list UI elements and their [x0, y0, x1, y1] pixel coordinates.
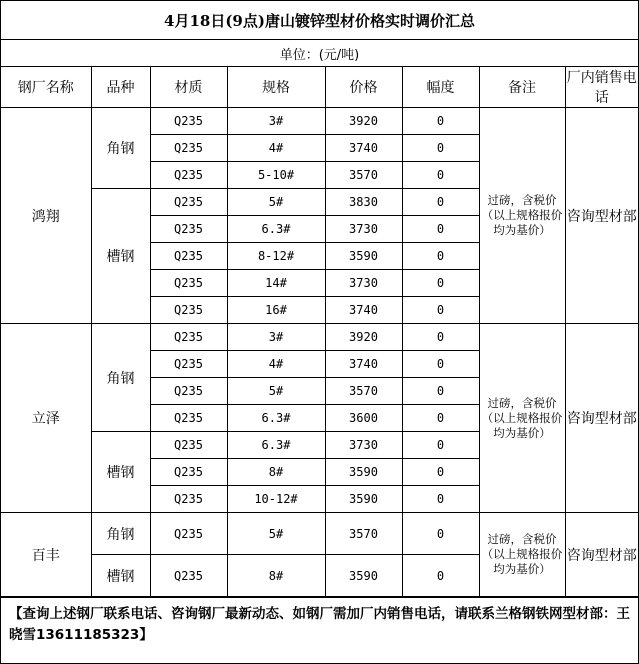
header-contact: 厂内销售电话 — [565, 67, 638, 108]
price-cell: 3730 — [325, 432, 402, 459]
price-cell: 3590 — [325, 459, 402, 486]
price-cell: 3590 — [325, 486, 402, 513]
material-cell: Q235 — [150, 135, 227, 162]
spec-cell: 16# — [227, 297, 325, 324]
price-table — [1, 67, 638, 597]
header-change: 幅度 — [402, 67, 479, 108]
spec-cell: 4# — [227, 351, 325, 378]
change-cell: 0 — [402, 324, 479, 351]
material-cell: Q235 — [150, 297, 227, 324]
table-row — [1, 324, 638, 351]
price-cell: 3570 — [325, 162, 402, 189]
price-cell: 3730 — [325, 216, 402, 243]
change-cell: 0 — [402, 555, 479, 597]
unit-label: 单位：(元/吨) — [1, 40, 638, 67]
variety-name: 槽钢 — [91, 555, 150, 597]
material-cell: Q235 — [150, 270, 227, 297]
spec-cell: 5# — [227, 513, 325, 555]
header-vendor: 钢厂名称 — [1, 67, 91, 108]
header-spec: 规格 — [227, 67, 325, 108]
change-cell: 0 — [402, 135, 479, 162]
spec-cell: 6.3# — [227, 216, 325, 243]
change-cell: 0 — [402, 459, 479, 486]
table-row — [1, 108, 638, 135]
material-cell: Q235 — [150, 351, 227, 378]
vendor-name: 立泽 — [1, 324, 91, 513]
change-cell: 0 — [402, 162, 479, 189]
spec-cell: 3# — [227, 108, 325, 135]
header-price: 价格 — [325, 67, 402, 108]
table-row — [1, 513, 638, 555]
price-cell: 3600 — [325, 405, 402, 432]
spec-cell: 5# — [227, 189, 325, 216]
price-cell: 3830 — [325, 189, 402, 216]
material-cell: Q235 — [150, 432, 227, 459]
note-cell: 过磅，含税价（以上规格报价均为基价） — [479, 513, 565, 597]
note-cell: 过磅，含税价（以上规格报价均为基价） — [479, 324, 565, 513]
change-cell: 0 — [402, 432, 479, 459]
change-cell: 0 — [402, 189, 479, 216]
header-material: 材质 — [150, 67, 227, 108]
note-cell: 过磅，含税价（以上规格报价均为基价） — [479, 108, 565, 324]
spec-cell: 8-12# — [227, 243, 325, 270]
price-cell: 3570 — [325, 513, 402, 555]
spec-cell: 8# — [227, 459, 325, 486]
table-header-row — [1, 67, 638, 108]
change-cell: 0 — [402, 216, 479, 243]
change-cell: 0 — [402, 513, 479, 555]
change-cell: 0 — [402, 378, 479, 405]
variety-name: 角钢 — [91, 513, 150, 555]
material-cell: Q235 — [150, 162, 227, 189]
price-cell: 3740 — [325, 351, 402, 378]
variety-name: 槽钢 — [91, 189, 150, 324]
change-cell: 0 — [402, 108, 479, 135]
price-cell: 3740 — [325, 297, 402, 324]
vendor-name: 百丰 — [1, 513, 91, 597]
spec-cell: 3# — [227, 324, 325, 351]
price-cell: 3570 — [325, 378, 402, 405]
change-cell: 0 — [402, 243, 479, 270]
variety-name: 槽钢 — [91, 432, 150, 513]
spec-cell: 10-12# — [227, 486, 325, 513]
material-cell: Q235 — [150, 108, 227, 135]
variety-name: 角钢 — [91, 324, 150, 432]
footer-contact-note: 【查询上述钢厂联系电话、咨询钢厂最新动态、如钢厂需加厂内销售电话，请联系兰格钢铁网型材部：王晓雪13611185323】 — [1, 597, 638, 655]
header-note: 备注 — [479, 67, 565, 108]
change-cell: 0 — [402, 270, 479, 297]
vendor-name: 鸿翔 — [1, 108, 91, 324]
material-cell: Q235 — [150, 405, 227, 432]
price-cell: 3730 — [325, 270, 402, 297]
spec-cell: 5# — [227, 378, 325, 405]
price-cell: 3920 — [325, 324, 402, 351]
material-cell: Q235 — [150, 513, 227, 555]
spec-cell: 4# — [227, 135, 325, 162]
price-cell: 3590 — [325, 243, 402, 270]
spec-cell: 5-10# — [227, 162, 325, 189]
change-cell: 0 — [402, 486, 479, 513]
material-cell: Q235 — [150, 189, 227, 216]
change-cell: 0 — [402, 405, 479, 432]
material-cell: Q235 — [150, 459, 227, 486]
contact-cell: 咨询型材部 — [565, 513, 638, 597]
material-cell: Q235 — [150, 216, 227, 243]
price-cell: 3920 — [325, 108, 402, 135]
header-variety: 品种 — [91, 67, 150, 108]
page-title: 4月18日(9点)唐山镀锌型材价格实时调价汇总 — [1, 1, 638, 40]
material-cell: Q235 — [150, 243, 227, 270]
variety-name: 角钢 — [91, 108, 150, 189]
change-cell: 0 — [402, 351, 479, 378]
contact-cell: 咨询型材部 — [565, 108, 638, 324]
price-cell: 3740 — [325, 135, 402, 162]
spec-cell: 6.3# — [227, 432, 325, 459]
material-cell: Q235 — [150, 324, 227, 351]
price-cell: 3590 — [325, 555, 402, 597]
table-body — [1, 108, 638, 597]
change-cell: 0 — [402, 297, 479, 324]
spec-cell: 6.3# — [227, 405, 325, 432]
material-cell: Q235 — [150, 555, 227, 597]
material-cell: Q235 — [150, 378, 227, 405]
spec-cell: 8# — [227, 555, 325, 597]
material-cell: Q235 — [150, 486, 227, 513]
contact-cell: 咨询型材部 — [565, 324, 638, 513]
spec-cell: 14# — [227, 270, 325, 297]
